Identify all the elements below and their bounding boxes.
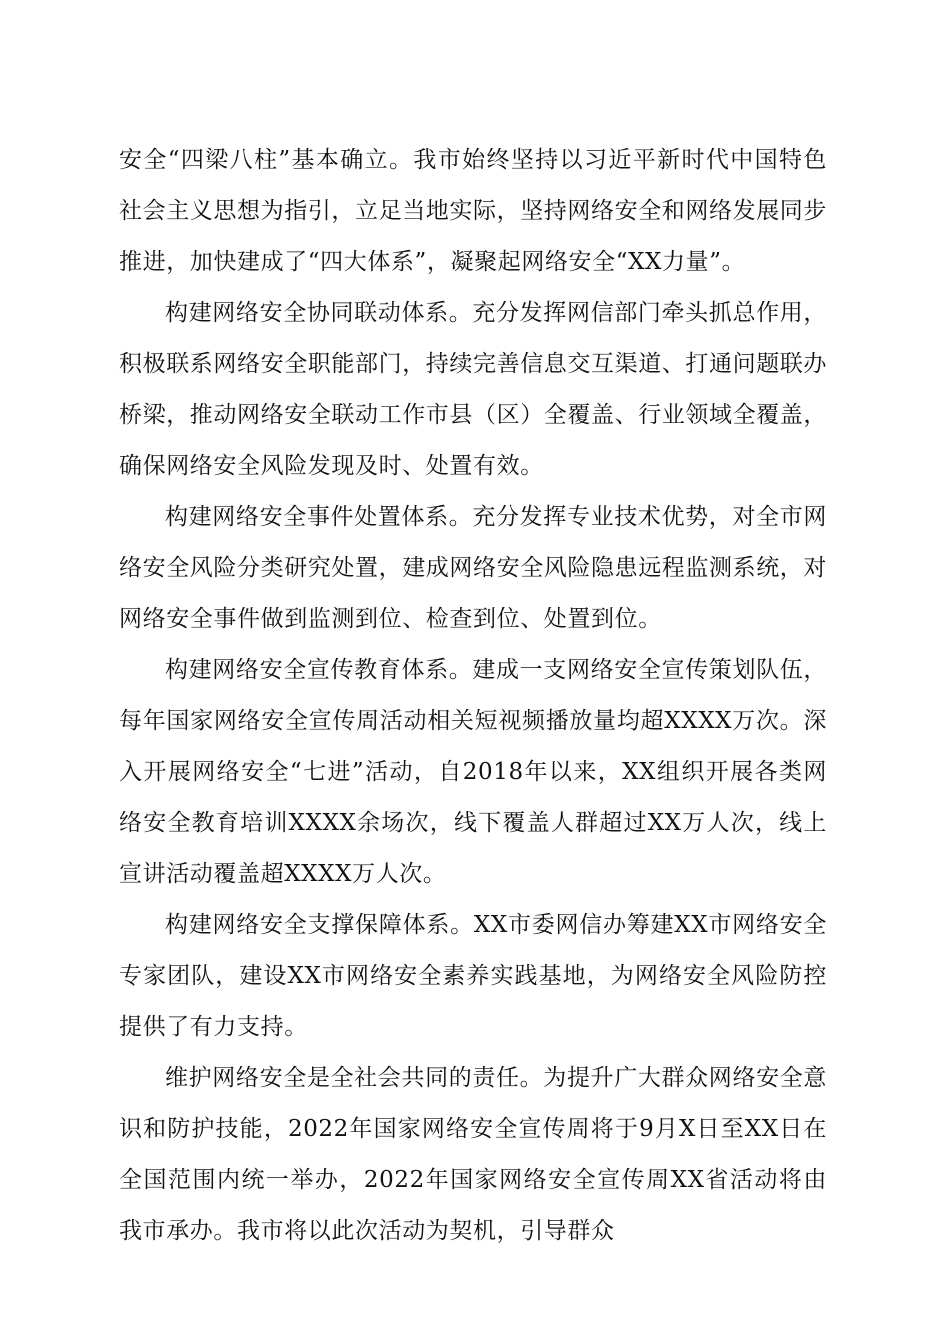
paragraph-continued-intro: 安全“四梁八柱”基本确立。我市始终坚持以习近平新时代中国特色社会主义思想为指引，立足当地实际，坚持网络安全和网络发展同步推进，加快建成了“四大体系”，凝聚起网络安全“XX力量”。 xyxy=(119,147,827,275)
paragraph-security-week: 维护网络安全是全社会共同的责任。为提升广大群众网络安全意识和防护技能，2022年国家网络安全宣传周将于9月X日至XX日在全国范围内统一举办，2022年国家网络安全宣传周XX省活动将由我市承办。我市将以此次活动为契机，引导群众 xyxy=(119,1065,827,1244)
paragraph-support-system: 构建网络安全支撑保障体系。XX市委网信办筹建XX市网络安全专家团队，建设XX市网络安全素养实践基地，为网络安全风险防控提供了有力支持。 xyxy=(119,912,827,1040)
document-body xyxy=(119,135,827,1257)
paragraph-incident-handling-system: 构建网络安全事件处置体系。充分发挥专业技术优势，对全市网络安全风险分类研究处置，建成网络安全风险隐患远程监测系统，对网络安全事件做到监测到位、检查到位、处置到位。 xyxy=(119,504,827,632)
paragraph-education-system: 构建网络安全宣传教育体系。建成一支网络安全宣传策划队伍，每年国家网络安全宣传周活动相关短视频播放量均超XXXX万次。深入开展网络安全“七进”活动，自2018年以来，XX组织开展各类网络安全教育培训XXXX余场次，线下覆盖人群超过XX万人次，线上宣讲活动覆盖超XXXX万人次。 xyxy=(119,657,827,887)
paragraph-coordination-system: 构建网络安全协同联动体系。充分发挥网信部门牵头抓总作用，积极联系网络安全职能部门，持续完善信息交互渠道、打通问题联办桥梁，推动网络安全联动工作市县（区）全覆盖、行业领域全覆盖，确保网络安全风险发现及时、处置有效。 xyxy=(119,300,827,479)
